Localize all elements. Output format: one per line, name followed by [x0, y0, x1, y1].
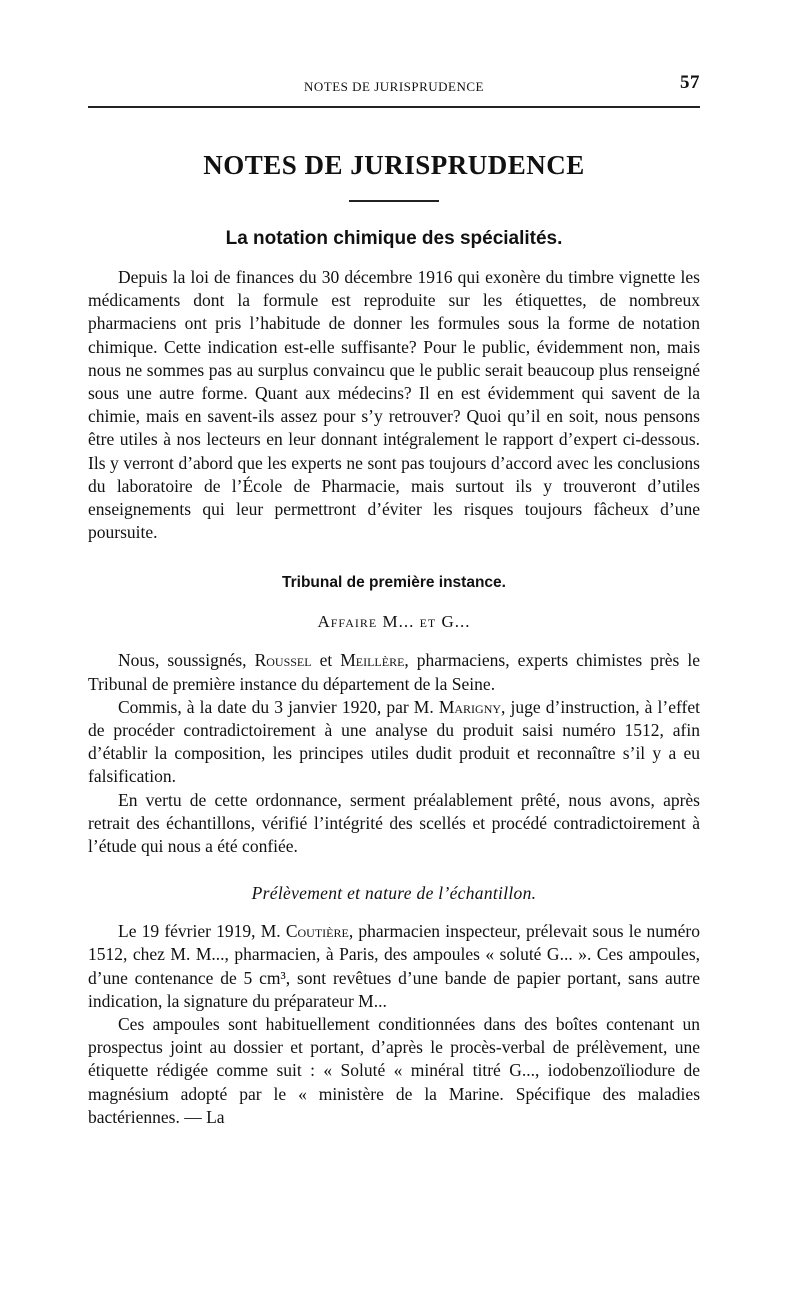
experts-after: , pharmaciens, experts chimistes près le Tribunal de première instance du département de la Seine. — [88, 650, 700, 694]
running-head — [88, 70, 700, 100]
expert-name-roussel: Roussel — [254, 650, 312, 671]
affaire-text: M... et G... — [382, 612, 471, 632]
court-heading: Tribunal de première instance. — [282, 574, 506, 592]
section-title: NOTES DE JURISPRUDENCE — [203, 150, 585, 180]
subsection-title: Prélèvement et nature de l’échantillon. — [251, 883, 537, 904]
affaire-prefix: Affaire — [317, 612, 378, 632]
commis-after: , juge d’instruction, à l’effet de procéder contradictoirement à une analyse du produit saisi numéro 1512, afin d’établir la composition, les principes utiles dudit produit et reconnaître s’il y a eu falsification. — [88, 696, 700, 787]
intro-paragraph: Depuis la loi de finances du 30 décembre 1916 qui exonère du timbre vignette les médicaments dont la formule est reproduite sur les étiquettes, de nombreux pharmaciens ont pris l’habitude de donner les formules sous la forme de notation chimique. Cette indication est-elle suffisante? Pour le public, évidemment non, mais nous ne sommes pas au surplus convaincu que le public serait beaucoup plus renseigné sous une autre forme. Quant aux médecins? Il en est évidemment qui savent de la chimie, mais en savent-ils assez pour s’y retrouver? Quoi qu’il en soit, nous pensons être utiles à nos lecteurs en leur donnant intégralement le rapport d’expert ci-dessous. Ils y verront d’abord que les experts ne sont pas toujours d’accord avec les conclusions du laboratoire de l’École de Pharmacie, mais surtout ils y trouveront d’utiles enseignements qui leur permettront d’éviter les risques toujours fâcheux d’une poursuite. — [88, 267, 700, 543]
fevrier-after: , pharmacien inspecteur, prélevait sous le numéro 1512, chez M. M..., pharmacien, à Paris, des ampoules « soluté G... ». Ces ampoules, d’une contenance de 5 cm³, sont revêtues d’une bande de papier portant, sans autre indication, la signature du préparateur M... — [88, 921, 700, 1011]
paragraph-fevrier — [88, 920, 700, 1013]
affaire-heading — [88, 612, 700, 632]
fevrier-before: Le 19 février 1919, M. — [118, 921, 286, 942]
paragraph-commis — [88, 696, 700, 789]
running-title: NOTES DE JURISPRUDENCE — [303, 79, 484, 94]
judge-name: Marigny — [438, 696, 502, 717]
experts-middle: et — [311, 650, 341, 671]
page — [88, 70, 700, 1129]
page-number: 57 — [680, 72, 700, 93]
inspector-name: Coutière — [285, 921, 349, 942]
paragraph-vertu: En vertu de cette ordonnance, serment préalablement prêté, nous avons, après retrait des échantillons, vérifié l’intégrité des scellés et procédé contradictoirement à l’étude qui nous a été confiée. — [88, 789, 700, 857]
paragraph-ampoules: Ces ampoules sont habituellement conditionnées dans des boîtes contenant un prospectus joint au dossier et portant, d’après le procès-verbal de prélèvement, une étiquette rédigée comme suit : « Soluté « minéral titré G..., iodobenzoïliodure de magnésium adopté par le « ministère de la Marine. Spécifique des maladies bactériennes. — La — [88, 1014, 700, 1127]
paragraph-experts — [88, 649, 700, 695]
title-rule — [349, 200, 439, 202]
commis-before: Commis, à la date du 3 janvier 1920, par M. — [118, 696, 439, 717]
experts-before: Nous, soussignés, — [118, 650, 255, 671]
header-rule — [88, 106, 700, 108]
expert-name-meillere: Meillère — [340, 650, 405, 671]
article-title: La notation chimique des spécialités. — [225, 228, 563, 249]
